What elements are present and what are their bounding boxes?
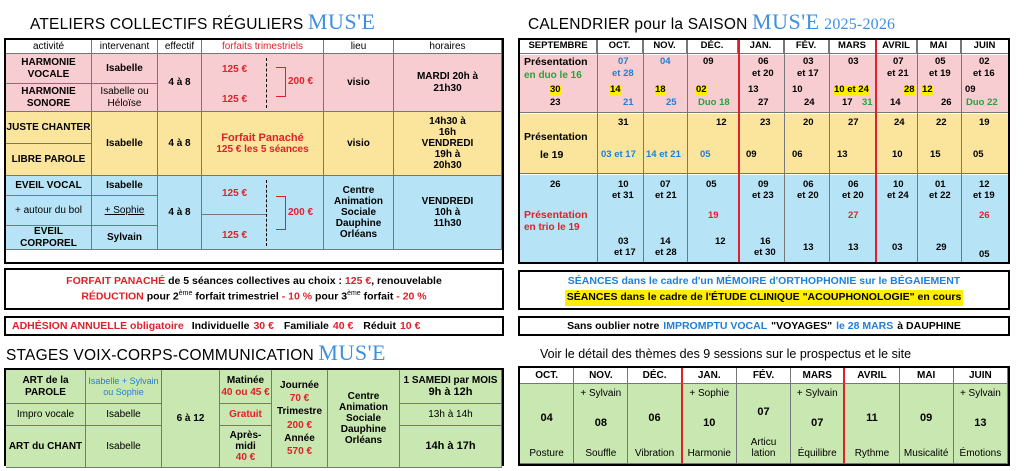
theme-date: 11 xyxy=(866,411,878,424)
month-cell: AVRIL xyxy=(876,40,917,53)
effectif-cell: 4 à 8 xyxy=(158,54,202,112)
journee-label: Journée xyxy=(280,379,319,391)
theme-date: 07 xyxy=(811,417,824,430)
reduction-text: pour 3 xyxy=(314,290,348,303)
forfait-panache-box xyxy=(4,268,504,310)
col-horaires: horaires xyxy=(394,40,502,54)
effectif-cell: 6 à 12 xyxy=(162,370,220,468)
presentation-label: Présentation xyxy=(524,209,588,221)
reduction-text: pour 2 xyxy=(146,290,179,303)
stages-table xyxy=(4,368,504,466)
journee-price: 70 € xyxy=(289,393,310,405)
horaire-value: 13h à 14h xyxy=(400,404,502,426)
seances-text: MÉMOIRE d'ORTHOPHONIE sur le BÉGAIEMENT xyxy=(716,275,961,288)
ateliers-title-text: ATELIERS COLLECTIFS RÉGULIERS xyxy=(30,16,304,33)
panache-label: Forfait Panaché xyxy=(221,131,304,144)
adhesion-price: 10 € xyxy=(399,320,421,332)
panache-detail: 125 € les 5 séances xyxy=(216,144,309,156)
horaire-title: 1 SAMEDI par MOIS xyxy=(403,374,498,386)
impromptu-box xyxy=(518,316,1010,336)
price-label: 125 € xyxy=(222,64,248,75)
atelier-eveil-corporel: EVEIL CORPOREL xyxy=(6,226,92,250)
combined-price: 200 € xyxy=(288,207,314,218)
forfait-line2 xyxy=(81,289,426,305)
bracket xyxy=(276,196,286,230)
lieu-cell: Centre Animation Sociale Dauphine Orléans xyxy=(328,370,400,468)
theme-date: 13 xyxy=(974,417,987,430)
divider xyxy=(266,58,267,108)
col-forfaits: forfaits trimestriels xyxy=(202,40,324,54)
apres-midi-label: Après-midi xyxy=(229,429,262,452)
grid-line xyxy=(597,40,598,262)
theme-date: 10 xyxy=(703,417,716,430)
lieu-cell: Centre Animation Sociale Dauphine Orléans xyxy=(324,176,394,250)
theme-date: 04 xyxy=(540,411,553,424)
reduction-text: forfait xyxy=(363,290,394,303)
theme-cell xyxy=(845,384,899,464)
month-cell: OCT. xyxy=(597,40,643,53)
horaire-cell xyxy=(400,370,502,404)
theme-name: Souffle xyxy=(585,447,617,459)
theme-month: MARS xyxy=(791,368,845,384)
horaire-value: 9h à 12h xyxy=(428,385,473,398)
impromptu-text: Sans oublier notre xyxy=(567,320,660,332)
horaire-cell: 14h30 à 16h VENDREDI 19h à 20h30 xyxy=(394,112,502,176)
theme-date: 08 xyxy=(594,417,607,430)
trimester-divider xyxy=(738,40,740,262)
grid-line xyxy=(687,40,688,262)
month-cell: NOV. xyxy=(643,40,687,53)
month-cell: MARS xyxy=(829,40,876,53)
trimestre-price: 200 € xyxy=(286,419,313,431)
theme-name: Harmonie xyxy=(687,447,731,459)
brand-logo: MUS'E xyxy=(307,9,376,34)
reduction-text: forfait trimestriel xyxy=(195,290,279,303)
price-label: 125 € xyxy=(222,188,248,199)
forfait-label: FORFAIT PANACHÉ xyxy=(66,274,166,287)
trio-label: en trio le 19 xyxy=(524,222,580,233)
lieu-cell: visio xyxy=(324,54,394,112)
theme-month: JUIN xyxy=(954,368,1008,384)
gratuit-cell: Gratuit xyxy=(220,404,272,426)
theme-name: Posture xyxy=(529,447,564,459)
col-activite: activité xyxy=(6,40,92,54)
brand-logo: MUS'E xyxy=(752,9,820,34)
adhesion-box xyxy=(4,316,504,336)
combined-price: 200 € xyxy=(288,76,314,87)
theme-name: Musicalité xyxy=(903,447,949,459)
trimester-divider xyxy=(875,40,877,262)
adhesion-label: ADHÉSION ANNUELLE obligatoire xyxy=(12,320,184,332)
intervenant-cell: Isabelle xyxy=(92,54,158,84)
theme-date: 06 xyxy=(648,411,661,424)
intervenant-cell: Isabelle xyxy=(86,426,162,468)
seances-box xyxy=(518,270,1010,310)
intervenant-cell: Isabelle + Sylvain ou Sophie xyxy=(86,370,162,404)
grid-line xyxy=(917,40,918,262)
theme-cell xyxy=(683,384,737,464)
atelier-eveil-vocal: EVEIL VOCAL xyxy=(6,176,92,196)
theme-month: DÉC. xyxy=(628,368,682,384)
intervenant-cell: Isabelle xyxy=(92,112,158,176)
matinee-cell xyxy=(220,370,272,404)
price-label: 125 € xyxy=(222,230,248,241)
stage-art-chant: ART du CHANT xyxy=(6,426,86,468)
themes-title: Voir le détail des thèmes des 9 sessions sur le prospectus et le site xyxy=(540,347,912,361)
reduction-percent: - 10 % xyxy=(281,290,313,303)
forfait-price: 125 € xyxy=(344,274,372,287)
seances-line1 xyxy=(568,274,960,290)
presentation-label: Présentation xyxy=(524,56,588,68)
price-label: 125 € xyxy=(222,94,248,105)
superscript: ème xyxy=(347,289,361,297)
presentation-date: le 19 xyxy=(540,149,564,161)
horaire-value: 14h à 17h xyxy=(400,426,502,468)
theme-cell xyxy=(628,384,682,464)
adhesion-individuelle: Individuelle xyxy=(191,320,250,332)
month-cell: SEPTEMBRE xyxy=(520,40,597,53)
intervenant-cell: Sylvain xyxy=(92,226,158,250)
theme-month: MAI xyxy=(900,368,954,384)
theme-cell xyxy=(520,384,574,464)
grid-line xyxy=(784,40,785,262)
annee-price: 570 € xyxy=(286,445,313,457)
stages-title-text: STAGES VOIX-CORPS-COMMUNICATION xyxy=(6,347,314,364)
theme-extra: + Sylvain xyxy=(580,388,622,399)
stage-impro-vocale: Impro vocale xyxy=(6,404,86,426)
theme-month: OCT. xyxy=(520,368,574,384)
impromptu-highlight: le 28 MARS xyxy=(836,320,894,332)
impromptu-highlight: IMPROMPTU VOCAL xyxy=(663,320,768,332)
effectif-cell: 4 à 8 xyxy=(158,112,202,176)
theme-month: JAN. xyxy=(683,368,737,384)
theme-cell xyxy=(737,384,791,464)
horaire-cell: MARDI 20h à 21h30 xyxy=(394,54,502,112)
seances-text: SÉANCES dans le cadre d'un xyxy=(567,275,714,288)
matinee-label: Matinée xyxy=(226,375,265,387)
horaire-cell: VENDREDI 10h à 11h30 xyxy=(394,176,502,250)
forfait-text: de 5 séances collectives au choix : xyxy=(168,274,342,287)
adhesion-price: 40 € xyxy=(332,320,354,332)
forfait-text: , renouvelable xyxy=(371,274,442,287)
lieu-cell: visio xyxy=(324,112,394,176)
month-header xyxy=(520,40,1008,54)
tarifs-cell xyxy=(272,370,328,468)
presentation-label: Présentation xyxy=(524,131,588,143)
trimestre-label: Trimestre xyxy=(276,406,323,418)
grid-line xyxy=(961,40,962,262)
theme-month: FÉV. xyxy=(737,368,791,384)
adhesion-reduit: Réduit xyxy=(363,320,396,332)
forfait-panache-cell xyxy=(202,112,324,176)
theme-month: NOV. xyxy=(574,368,628,384)
reduction-label: RÉDUCTION xyxy=(81,290,144,303)
bracket xyxy=(276,67,286,97)
month-cell: JUIN xyxy=(973,40,996,51)
intervenant-cell: + Sophie xyxy=(92,196,158,226)
month-cell: MAI xyxy=(917,40,961,53)
theme-cell xyxy=(574,384,628,464)
superscript: ème xyxy=(178,289,193,297)
col-lieu: lieu xyxy=(324,40,394,54)
adhesion-familiale: Familiale xyxy=(283,320,329,332)
atelier-libre-parole: LIBRE PAROLE xyxy=(6,144,92,176)
month-cell: JAN. xyxy=(738,40,784,53)
duo-label: Duo 22 xyxy=(966,97,998,108)
duo-label: en duo le 16 xyxy=(524,70,582,81)
annee-label: Année xyxy=(284,432,315,444)
divider xyxy=(266,180,267,246)
atelier-harmonie-vocale: HARMONIE VOCALE xyxy=(6,54,92,84)
forfait-cell xyxy=(202,54,324,112)
theme-date: 07 xyxy=(757,406,770,419)
seances-line2 xyxy=(565,290,964,306)
matinee-price: 40 ou 45 € xyxy=(221,386,270,398)
theme-cell xyxy=(900,384,954,464)
calendar-title xyxy=(528,9,895,35)
theme-cell xyxy=(954,384,1008,464)
theme-cell xyxy=(791,384,845,464)
effectif-cell: 4 à 8 xyxy=(158,176,202,250)
apres-midi-price: 40 € xyxy=(235,452,256,464)
col-intervenant: intervenant xyxy=(92,40,158,54)
intervenant-cell: Isabelle xyxy=(86,404,162,426)
forfait-line1 xyxy=(66,274,442,289)
impromptu-text: à DAUPHINE xyxy=(897,320,961,332)
calendar-table: SEPTEMBRE OCT. NOV. DÉC. JAN. FÉV. MARS AVRIL MAI JUIN Présentation en duo le 16 30 23 07 et 28 14 21 04 18 25 09 02 Duo 18 06 et 20 13 27 03 et 17 10 24 03 10 et 24 17 31 07 et 21 28 14 05 et 19 12 26 02 et 16 09 Duo 22 31 Présentation le 19 03 et 17 14 et 21 12 05 23 09 20 06 27 13 24 10 22 15 19 05 26 Présentation en trio le 19 10 et 31 07 et 21 05 19 12 09 et 23 06 et 20 06 et 20 27 10 et 24 01 et 22 12 et 19 26 03 et 17 14 et 28 16 et 30 13 13 03 29 05 xyxy=(518,38,1010,264)
theme-month: AVRIL xyxy=(845,368,899,384)
adhesion-price: 30 € xyxy=(253,320,274,332)
reduction-percent: - 20 % xyxy=(396,290,427,303)
theme-name: Rythme xyxy=(854,447,890,459)
intervenant-cell: Isabelle ou Héloïse xyxy=(92,84,158,112)
theme-name: Équilibre xyxy=(797,447,837,459)
theme-extra: + Sophie xyxy=(689,388,730,399)
duo-label: Duo 18 xyxy=(698,97,730,108)
theme-extra: + Sylvain xyxy=(796,388,838,399)
intervenant-cell: Isabelle xyxy=(92,176,158,196)
atelier-harmonie-sonore: HARMONIE SONORE xyxy=(6,84,92,112)
season-label: 2025-2026 xyxy=(824,16,896,33)
stages-title xyxy=(6,340,386,366)
divider xyxy=(202,214,266,215)
themes-table xyxy=(518,366,1010,466)
theme-date: 09 xyxy=(920,411,933,424)
grid-line xyxy=(643,40,644,262)
ateliers-title xyxy=(30,9,376,35)
month-cell: DÉC. xyxy=(687,40,738,53)
col-effectif: effectif xyxy=(158,40,202,54)
forfait-cell xyxy=(202,176,324,250)
theme-extra: + Sylvain xyxy=(959,388,1001,399)
month-cell: FÉV. xyxy=(784,40,829,53)
theme-name: Émotions xyxy=(959,447,1002,459)
apres-midi-cell xyxy=(220,426,272,468)
grid-line xyxy=(829,40,830,262)
seances-text: SÉANCES dans le cadre de l'ÉTUDE CLINIQUE "ACOUPHONOLOGIE" en cours xyxy=(566,291,962,303)
atelier-autour-du-bol: + autour du bol xyxy=(6,196,92,226)
calendar-title-text: CALENDRIER pour la SAISON xyxy=(528,16,748,33)
theme-name: Vibration xyxy=(634,447,675,459)
brand-logo: MUS'E xyxy=(318,340,386,365)
stage-art-parole: ART de la PAROLE xyxy=(6,370,86,404)
theme-name: Articu lation xyxy=(750,436,777,459)
impromptu-text: "VOYAGES" xyxy=(771,320,833,332)
atelier-juste-chanter: JUSTE CHANTER xyxy=(6,112,92,144)
ateliers-table xyxy=(4,38,504,264)
